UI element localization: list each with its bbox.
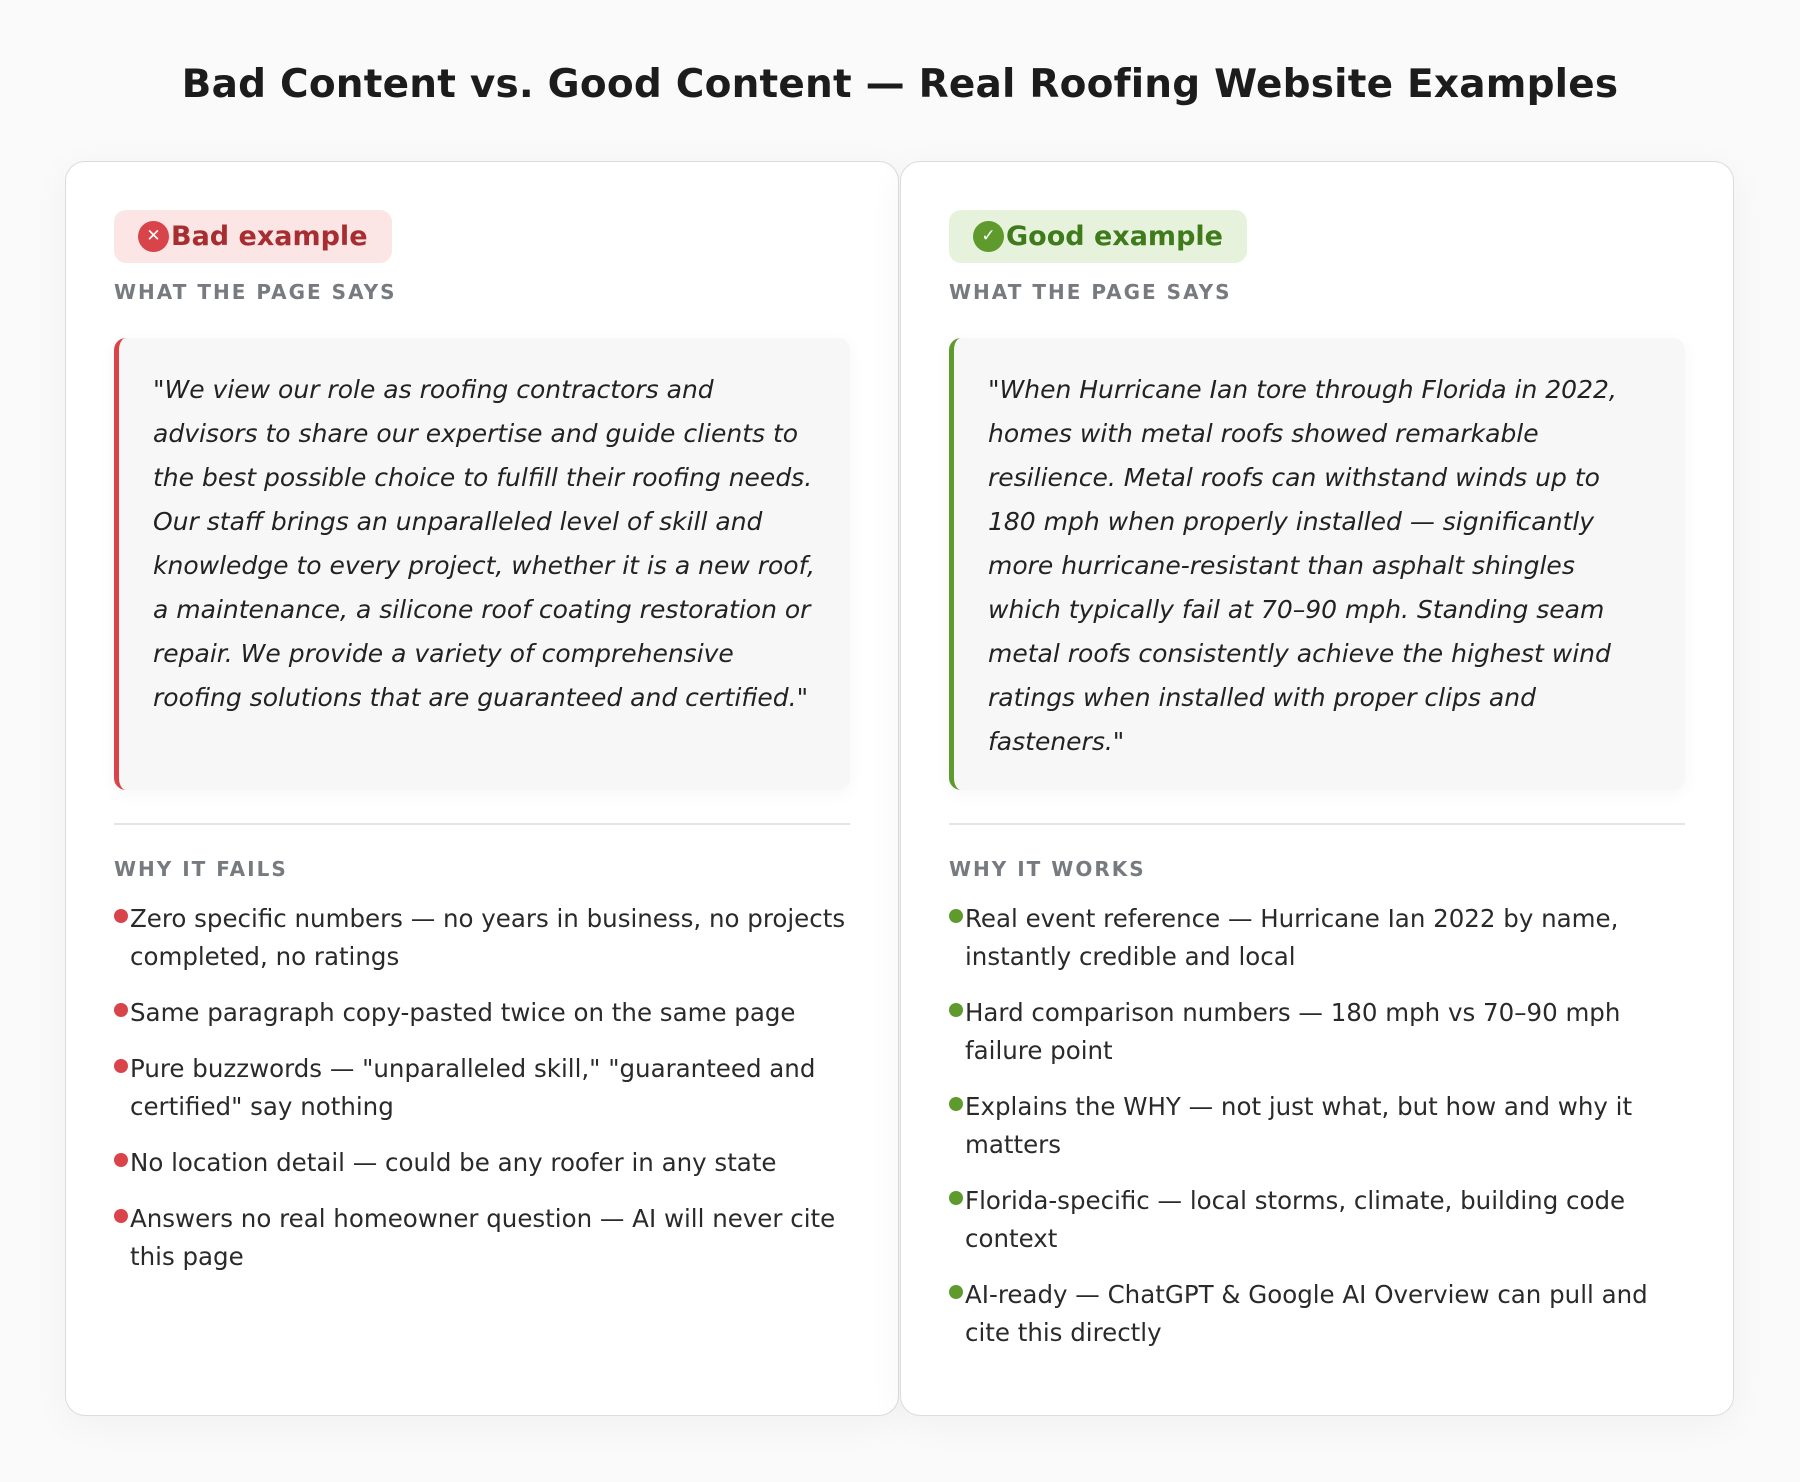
good-reason-text: Explains the WHY — not just what, but how and why it matters [965,1092,1633,1159]
red-dot-icon [114,1003,128,1017]
check-circle-icon: ✓ [973,221,1004,252]
green-dot-icon [949,1285,963,1299]
bad-reason-text: Zero specific numbers — no years in business, no projects completed, no ratings [130,904,846,971]
list-item [949,1182,1685,1258]
bad-quote-box [114,338,850,790]
bad-reason-text: No location detail — could be any roofer in any state [130,1148,777,1177]
good-reasons-heading: WHY IT WORKS [949,857,1146,881]
bad-quote-text: "We view our role as roofing contractors and advisors to share our expertise and guide clients to the best possible choice to fulfill their roofing needs. Our staff brings an unparalleled level of skill and knowledge to every project, whether it is a new roof, a maintenance, a silicone roof coating restoration or repair. We provide a variety of comprehensive roofing solutions that are guaranteed and certified." [153,375,815,712]
red-dot-icon [114,1059,128,1073]
good-reason-text: Florida-specific — local storms, climate, building code context [965,1186,1626,1253]
good-quote-heading: WHAT THE PAGE SAYS [949,280,1232,304]
good-example-card [900,161,1734,1416]
list-item [949,994,1685,1070]
bad-example-card [65,161,899,1416]
green-dot-icon [949,909,963,923]
good-example-badge [949,210,1247,263]
bad-reason-text: Pure buzzwords — "unparalleled skill," "guaranteed and certified" say nothing [130,1054,816,1121]
list-item [114,900,850,976]
good-reason-text: Hard comparison numbers — 180 mph vs 70–90 mph failure point [965,998,1621,1065]
list-item [949,1276,1685,1352]
bad-reasons-heading: WHY IT FAILS [114,857,288,881]
good-divider [949,823,1685,825]
bad-reason-text: Same paragraph copy-pasted twice on the same page [130,998,796,1027]
page-title: Bad Content vs. Good Content — Real Roofing Website Examples [181,62,1619,107]
bad-example-badge [114,210,392,263]
list-item [949,900,1685,976]
good-reason-text: Real event reference — Hurricane Ian 2022 by name, instantly credible and local [965,904,1619,971]
green-dot-icon [949,1097,963,1111]
good-reasons-list [949,900,1685,1370]
red-dot-icon [114,1153,128,1167]
good-quote-text: "When Hurricane Ian tore through Florida in 2022, homes with metal roofs showed remarkable resilience. Metal roofs can withstand winds up to 180 mph when properly installed — significantly more hurricane-resistant than asphalt shingles which typically fail at 70–90 mph. Standing seam metal roofs consistently achieve the highest wind ratings when installed with proper clips and fasteners." [988,375,1617,756]
close-circle-icon: ✕ [138,221,169,252]
bad-reasons-list [114,900,850,1294]
bad-example-label: Bad example [171,221,368,252]
list-item [114,1144,850,1182]
list-item [114,994,850,1032]
bad-divider [114,823,850,825]
good-example-label: Good example [1006,221,1223,252]
red-dot-icon [114,909,128,923]
good-quote-box [949,338,1685,790]
list-item [949,1088,1685,1164]
bad-quote-heading: WHAT THE PAGE SAYS [114,280,397,304]
good-reason-text: AI-ready — ChatGPT & Google AI Overview can pull and cite this directly [965,1280,1648,1347]
list-item [114,1050,850,1126]
list-item [114,1200,850,1276]
red-dot-icon [114,1209,128,1223]
green-dot-icon [949,1191,963,1205]
green-dot-icon [949,1003,963,1017]
bad-reason-text: Answers no real homeowner question — AI will never cite this page [130,1204,836,1271]
